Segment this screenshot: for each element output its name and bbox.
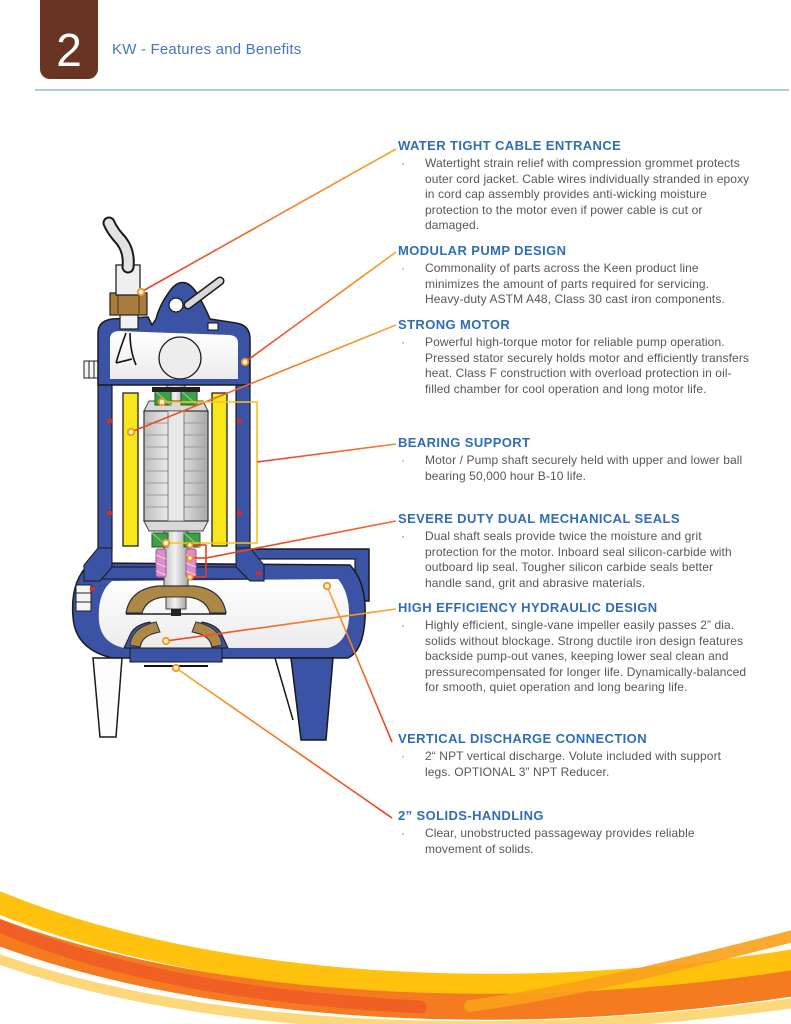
feature-heading: VERTICAL DISCHARGE CONNECTION [398,731,647,746]
feature-callout-modular-design [398,244,750,308]
feature-heading: SEVERE DUTY DUAL MECHANICAL SEALS [398,511,680,526]
feature-body: Motor / Pump shaft securely held with upper and lower ball bearing 50,000 hour B-10 life. [425,453,743,483]
bullet-marker: · [401,453,405,468]
feature-body: Watertight strain relief with compression grommet protects outer cord jacket. Cable wires individually stranded in epoxy in cord cap assembly provides anti-wicking moisture protection to the motor even if power cable is cut or damaged. [425,156,750,233]
bullet-marker: · [401,749,405,764]
feature-callout-cable-entrance [398,139,750,234]
support-leg-left [93,658,122,737]
feature-callout-discharge-connection [398,732,750,780]
header-divider [35,89,789,91]
rotor-and-shaft [144,383,208,593]
page-title: KW - Features and Benefits [112,41,302,58]
page-number: 2 [56,24,82,76]
bullet-marker: · [401,335,405,350]
feature-body: Powerful high-torque motor for reliable pump operation. Pressed stator securely holds motor and efficiently transfers heat. Class F construction with overload protection in oil-filled chamber for cool operation and long motor life. [425,335,750,396]
power-cable [109,223,128,267]
stator-winding-left [123,393,138,546]
feature-body: 2“ NPT vertical discharge. Volute included with support legs. OPTIONAL 3” NPT Reducer. [425,749,722,779]
feature-heading: STRONG MOTOR [398,317,511,332]
feature-heading: WATER TIGHT CABLE ENTRANCE [398,138,622,153]
bullet-marker: · [401,261,405,276]
stator-winding-right [212,393,227,546]
support-legs [93,658,333,740]
bullet-marker: · [401,529,405,544]
feature-callout-mechanical-seals [398,512,750,591]
feature-body: Commonality of parts across the Keen product line minimizes the amount of parts required for servicing. Heavy-duty ASTM A48, Class 30 cast iron components. [425,261,725,307]
bullet-marker: · [401,826,405,841]
feature-heading: 2” SOLIDS-HANDLING [398,808,544,823]
feature-callout-bearing-support [398,436,750,484]
capacitor [159,337,201,379]
side-fitting-upper [84,361,99,378]
decorative-swoosh [0,874,791,1024]
feature-heading: HIGH EFFICIENCY HYDRAULIC DESIGN [398,600,658,615]
impeller [126,586,226,616]
feature-heading: MODULAR PUMP DESIGN [398,243,567,258]
pump-cross-section-illustration [60,215,400,815]
feature-body: Clear, unobstructed passageway provides reliable movement of solids. [425,826,695,856]
feature-callout-strong-motor [398,318,750,397]
feature-callout-hydraulic-design [398,601,750,696]
feature-body: Dual shaft seals provide twice the moisture and grit protection for the motor. Inboard seal silicon-carbide with outboard lip seal. Tougher silicon carbide seals better handle sand, grit and abrasive materials. [425,529,732,590]
side-fitting-lower [76,585,91,611]
feature-body: Highly efficient, single-vane impeller easily passes 2” dia. solids without blockage. Strong ductile iron design features backside pump-out vanes, keeping lower seal clean and pressurecompensated for longer life. Dynamically-balanced for smooth, quiet operation and long bearing life. [425,618,747,695]
bullet-marker: · [401,618,405,633]
feature-heading: BEARING SUPPORT [398,435,531,450]
feature-callout-solids-handling [398,809,750,857]
bullet-marker: · [401,156,405,171]
page-number-badge [40,0,98,79]
support-leg-right [291,658,333,740]
lifting-eye-hole [169,298,183,312]
